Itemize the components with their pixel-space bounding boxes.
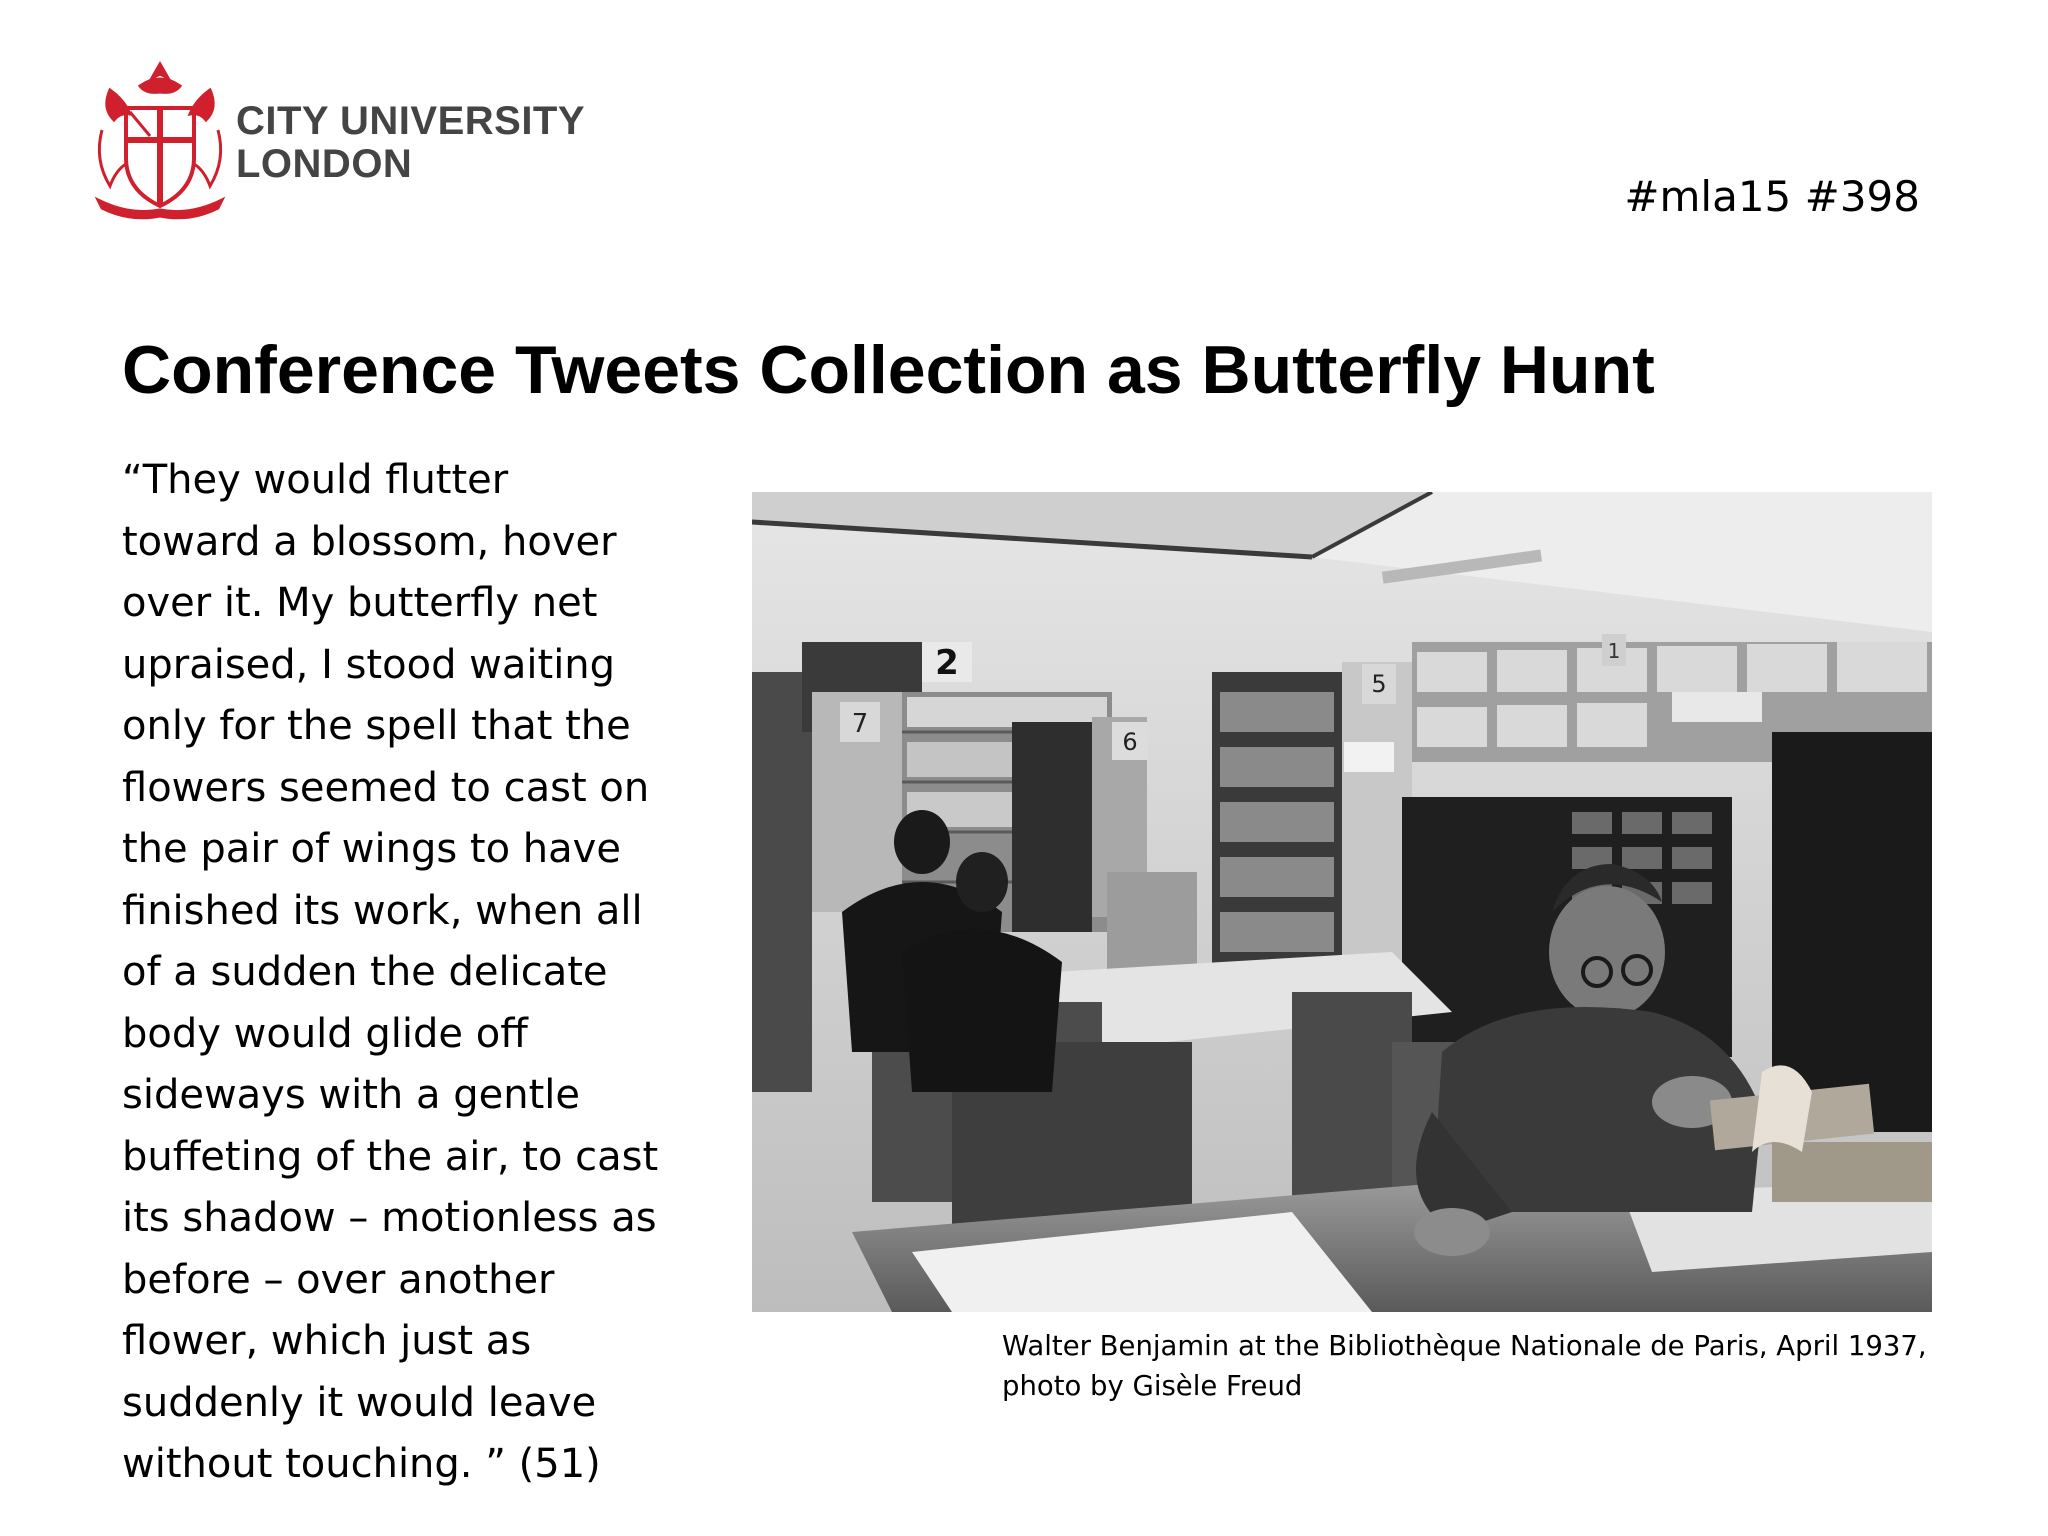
quote-line: flower, which just as xyxy=(122,1318,532,1364)
quote-line: flowers seemed to cast on xyxy=(122,764,650,811)
quote-line: sideways with a gentle xyxy=(122,1072,580,1118)
quote-line: suddenly it would leave xyxy=(122,1379,597,1426)
quote-line: buffeting of the air, to cast xyxy=(122,1133,659,1180)
quote-line: before – over another xyxy=(122,1256,555,1303)
quote-line: the pair of wings to have xyxy=(122,826,621,872)
shelf-number: 6 xyxy=(1122,728,1138,756)
quote-line: its shadow – motionless as xyxy=(122,1195,657,1241)
wordmark-line-2: LONDON xyxy=(236,142,413,186)
wordmark-line-1: CITY UNIVERSITY xyxy=(236,99,586,143)
quote-line: of a sudden the delicate xyxy=(122,949,608,995)
caption-line-1: Walter Benjamin at the Bibliothèque Nationale de Paris, April 1937, xyxy=(1002,1330,1927,1362)
photo-caption xyxy=(1002,1326,1927,1406)
quote-line: only for the spell that the xyxy=(122,703,631,749)
caption-line-2: photo by Gisèle Freud xyxy=(1002,1370,1303,1402)
quote-line: over it. My butterfly net xyxy=(122,580,598,626)
quote-line: toward a blossom, hover xyxy=(122,518,617,565)
slide-title: Conference Tweets Collection as Butterfly Hunt xyxy=(122,332,1655,408)
hashtags: #mla15 #398 xyxy=(1624,172,1920,221)
university-crest-icon xyxy=(90,60,230,230)
quote-line: finished its work, when all xyxy=(122,887,643,934)
quote-line: upraised, I stood waiting xyxy=(122,641,616,688)
shelf-number: 7 xyxy=(851,709,869,739)
shelf-number: 2 xyxy=(935,643,959,683)
city-university-logo xyxy=(90,60,610,230)
university-wordmark xyxy=(236,100,585,186)
quote-line: without touching. ” (51) xyxy=(122,1441,601,1487)
shelf-number: 5 xyxy=(1371,670,1387,698)
crest-established-text: EST 1894 xyxy=(128,210,173,220)
library-photo xyxy=(752,492,1932,1312)
quote-line: “They would flutter xyxy=(122,457,509,503)
quote-line: body would glide off xyxy=(122,1010,528,1057)
quote-text xyxy=(122,450,702,1496)
shelf-number: 1 xyxy=(1607,639,1621,663)
